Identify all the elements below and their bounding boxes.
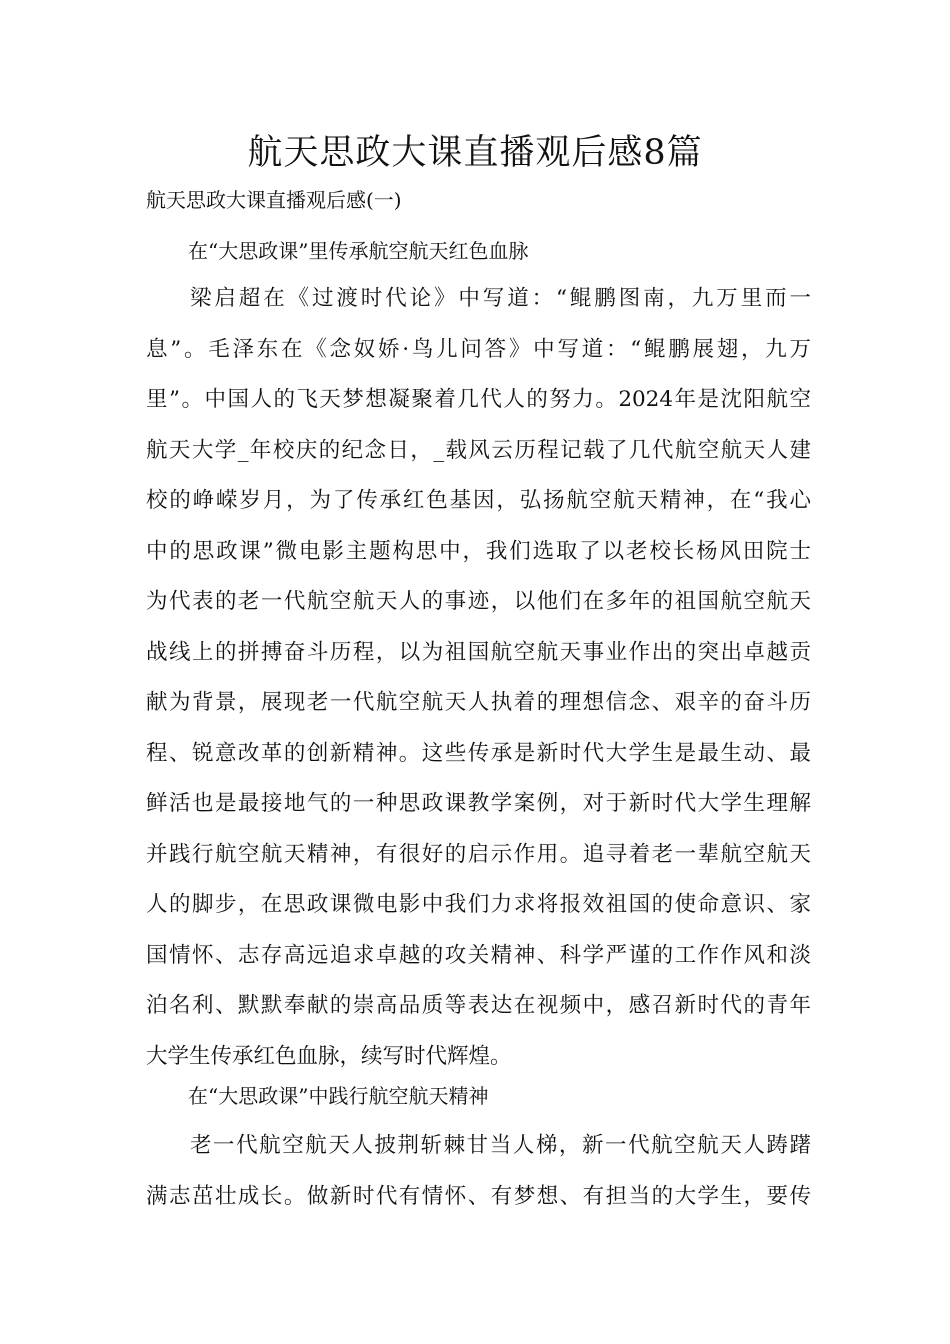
paragraph-line: 献为背景，展现老一代航空航天人执着的理想信念、艰辛的奋斗历 xyxy=(146,690,811,715)
paragraph-line: 人的脚步，在思政课微电影中我们力求将报效祖国的使命意识、家 xyxy=(146,892,811,917)
document-title: 航天思政大课直播观后感8篇 xyxy=(247,133,703,173)
paragraph-line: 并践行航空航天精神，有很好的启示作用。追寻着老一辈航空航天 xyxy=(146,841,811,867)
paragraph-line: 鲜活也是最接地气的一种思政课教学案例，对于新时代大学生理解 xyxy=(146,791,811,816)
paragraph-line: 满志茁壮成长。做新时代有情怀、有梦想、有担当的大学生，要传 xyxy=(146,1183,811,1209)
paragraph-line: 息”。毛泽东在《念奴娇·鸟儿问答》中写道：“鲲鹏展翅，九万 xyxy=(146,336,811,362)
paragraph-line: 泊名利、默默奉献的崇高品质等表达在视频中，感召新时代的青年 xyxy=(146,993,811,1018)
paragraph-line: 航天大学_年校庆的纪念日，_载风云历程记载了几代航空航天人建 xyxy=(146,437,811,463)
subheading-1: 在“大思政课”里传承航空航天红色血脉 xyxy=(188,239,529,263)
paragraph-line: 中的思政课”微电影主题构思中，我们选取了以老校长杨风田院士 xyxy=(146,538,811,564)
paragraph-line: 国情怀、志存高远追求卓越的攻关精神、科学严谨的工作作风和淡 xyxy=(146,942,811,968)
paragraph-line: 战线上的拼搏奋斗历程，以为祖国航空航天事业作出的突出卓越贡 xyxy=(146,639,811,665)
paragraph-line: 梁启超在《过渡时代论》中写道：“鲲鹏图南，九万里而一 xyxy=(190,286,811,311)
paragraph-2 xyxy=(146,1121,811,1222)
paragraph-line: 为代表的老一代航空航天人的事迹，以他们在多年的祖国航空航天 xyxy=(146,589,811,614)
paragraph-line: 老一代航空航天人披荆斩棘甘当人梯，新一代航空航天人踌躇 xyxy=(190,1133,811,1158)
paragraph-line: 里”。中国人的飞天梦想凝聚着几代人的努力。2024年是沈阳航空 xyxy=(146,387,811,412)
paragraph-line: 程、锐意改革的创新精神。这些传承是新时代大学生是最生动、最 xyxy=(146,740,811,766)
subheading-2: 在“大思政课”中践行航空航天精神 xyxy=(188,1084,489,1108)
paragraph-line: 大学生传承红色血脉，续写时代辉煌。 xyxy=(146,1043,512,1069)
paragraph-line: 校的峥嵘岁月，为了传承红色基因，弘扬航空航天精神，在“我心 xyxy=(146,488,811,513)
paragraph-1 xyxy=(146,274,811,1082)
section-heading: 航天思政大课直播观后感(一) xyxy=(146,188,402,212)
